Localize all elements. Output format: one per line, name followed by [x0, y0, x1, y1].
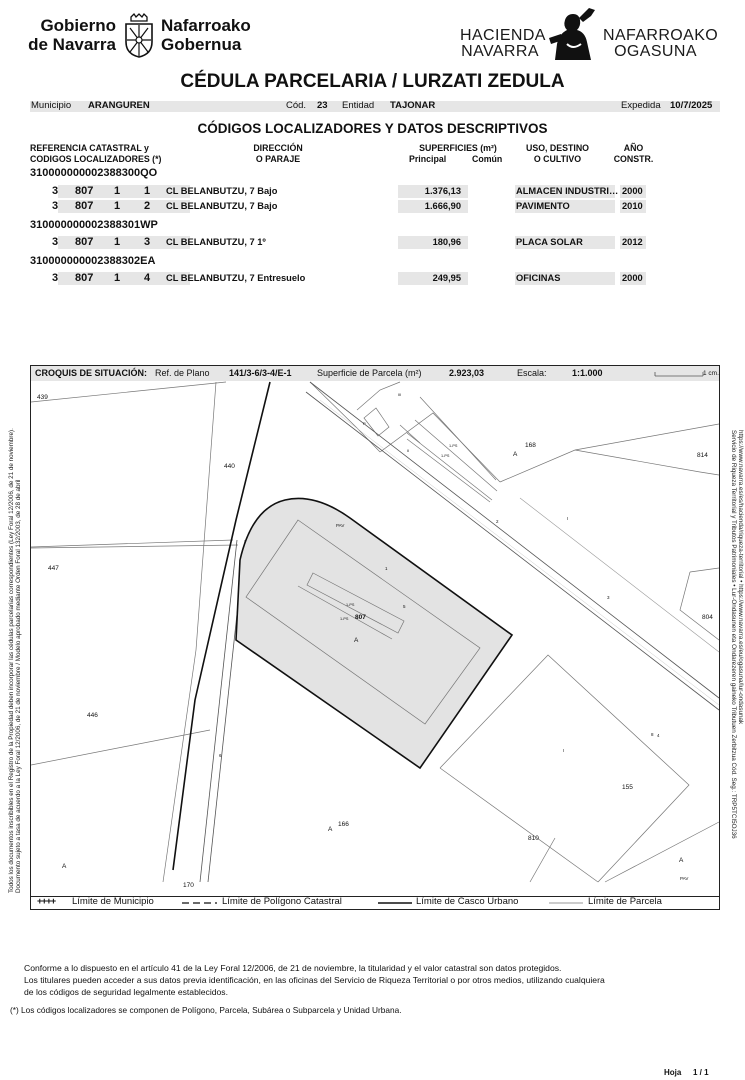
header-ano-line1: AÑO: [623, 143, 644, 153]
cell-subarea: 1: [114, 185, 121, 197]
ref-plano-label: Ref. de Plano: [155, 368, 210, 378]
table-row: [30, 200, 646, 214]
header-uso-line1: USO, DESTINO: [525, 143, 590, 153]
cell-parcela: 807: [75, 236, 94, 248]
navarra-coat-of-arms-icon: [122, 14, 156, 58]
map-label-a-1: A: [62, 863, 67, 870]
map-label-n1: 1: [385, 566, 388, 571]
map-label-a-3: A: [354, 637, 359, 644]
logo-ogasuna-line1: NAFARROAKO: [603, 27, 719, 44]
map-label-166: 166: [338, 821, 349, 828]
section-title: CÓDIGOS LOCALIZADORES Y DATOS DESCRIPTIVOS: [197, 121, 548, 136]
legend-municipio: Límite de Municipio: [72, 896, 154, 907]
map-label-n4: 4: [657, 733, 660, 738]
table-row: [30, 236, 646, 250]
header-uso: [515, 143, 600, 165]
ref-catastral-1: 310000000002388300QO: [30, 167, 158, 179]
map-label-n2: 2: [496, 519, 499, 524]
cell-superficie: 1.376,13: [424, 186, 461, 196]
header-ref-line1: REFERENCIA CATASTRAL y: [30, 143, 149, 153]
map-label-iii: III: [398, 392, 402, 397]
map-label-ps-3: 1-PS: [346, 603, 355, 607]
cell-subarea: 1: [114, 200, 121, 212]
legend-municipio-icon: ++++: [37, 896, 56, 907]
ref-plano-value: 141/3-6/3-4/E-1: [229, 368, 292, 378]
escala-value: 1:1.000: [572, 368, 603, 378]
ref-catastral-3: 310000000002388302EA: [30, 255, 156, 267]
cell-unidad: 2: [144, 200, 151, 212]
superficie-parcela-label: Superficie de Parcela (m²): [317, 368, 422, 378]
cell-unidad: 4: [144, 272, 151, 284]
map-label-n5: 5: [403, 604, 406, 609]
cell-superficie: 1.666,90: [424, 201, 461, 211]
legend-poligono-icon: [182, 901, 217, 905]
cell-unidad: 1: [144, 185, 151, 197]
map-label-440: 440: [224, 463, 235, 470]
map-label-n8: 8: [651, 732, 654, 737]
side-text-right-1: Servicio de Riqueza Territorial y Tributos Patrimoniales • Lur-Ondasunen eta Ondarezeren gaineko Tributuen Zerbitzua Cód. Seg.: TRP5TCI5OJ36: [730, 430, 737, 839]
footer-legal-text: [24, 962, 714, 998]
map-label-n3: 3: [607, 595, 610, 600]
map-label-a-4: A: [513, 451, 518, 458]
footer-line-1: Conforme a lo dispuesto en el artículo 41 de la Ley Foral 12/2006, de 21 de noviembre, la titularidad y el valor catastral son datos protegidos.: [24, 963, 562, 973]
cell-direccion: CL BELANBUTZU, 7 1º: [166, 237, 266, 247]
cell-subarea: 1: [114, 236, 121, 248]
expedida-value: 10/7/2025: [670, 100, 713, 111]
map-label-a-2: A: [328, 826, 333, 833]
entidad-value: TAJONAR: [390, 100, 436, 111]
cell-parcela: 807: [75, 200, 94, 212]
scale-bar-icon: [655, 367, 695, 377]
map-label-439: 439: [37, 394, 48, 401]
map-label-i-1: I: [567, 516, 569, 521]
municipio-label: Municipio: [31, 100, 72, 111]
cell-direccion: CL BELANBUTZU, 7 Bajo: [166, 201, 278, 211]
cell-poligono: 3: [52, 272, 59, 284]
cell-direccion: CL BELANBUTZU, 7 Bajo: [166, 186, 278, 196]
logo-gobierno-line1: Gobierno: [40, 16, 116, 35]
cod-label: Cód.: [286, 100, 307, 111]
map-label-a-5: A: [679, 857, 684, 864]
map-label-807: 807: [355, 614, 366, 621]
legend-casco-icon: [378, 901, 412, 905]
map-label-ii: II: [407, 448, 410, 453]
map-label-447: 447: [48, 565, 59, 572]
map-label-ps-1: 1-PS: [449, 444, 458, 448]
map-label-446: 446: [87, 712, 98, 719]
cell-direccion: CL BELANBUTZU, 7 Entresuelo: [166, 273, 306, 283]
header-sup-comun: Común: [472, 154, 503, 164]
cell-parcela: 807: [75, 272, 94, 284]
cod-value: 23: [317, 100, 328, 111]
cell-uso: PAVIMENTO: [516, 201, 570, 211]
footer-line-3: de los códigos de seguridad legalmente establecidos.: [24, 987, 228, 997]
expedida-label: Expedida: [621, 100, 661, 111]
legend-parcela-icon: [549, 901, 583, 905]
logo-gobierno-line2: de Navarra: [28, 35, 116, 54]
cell-poligono: 3: [52, 200, 59, 212]
logo-nafarroako-line2: Gobernua: [161, 35, 242, 54]
legend-poligono: Límite de Polígono Catastral: [222, 896, 342, 907]
map-label-155: 155: [622, 784, 633, 791]
map-label-170: 170: [183, 882, 194, 889]
map-label-p: P: [363, 421, 366, 426]
logo-ogasuna-line2: OGASUNA: [614, 43, 697, 60]
side-text-left-2: Documento sujeto a tasa de acuerdo a la Ley Foral 12/2006, de 21 de noviembre / Modelo aprobado mediante Orden Foral 132/2003, de 28 de abril: [15, 479, 22, 893]
cell-ano: 2000: [622, 186, 643, 196]
cell-ano: 2010: [622, 201, 643, 211]
map-label-i-2: I: [563, 748, 565, 753]
cell-superficie: 249,95: [432, 273, 461, 283]
hoja-value: 1 / 1: [693, 1068, 709, 1077]
map-label-pav-1: PAV: [680, 876, 689, 881]
ref-catastral-2: 310000000002388301WP: [30, 219, 158, 231]
cell-poligono: 3: [52, 185, 59, 197]
logo-nafarroako-line1: Nafarroako: [161, 16, 251, 35]
header-superficies: [398, 143, 518, 154]
croquis-header: [31, 366, 719, 381]
hoja-label: Hoja: [664, 1068, 682, 1077]
map-label-810: 810: [528, 835, 539, 842]
cell-parcela: 807: [75, 185, 94, 197]
cell-ano: 2000: [622, 273, 643, 283]
cell-subarea: 1: [114, 272, 121, 284]
map-label-n6: 6: [219, 753, 222, 758]
hacienda-figure-icon: [541, 4, 601, 62]
document-title: CÉDULA PARCELARIA / LURZATI ZEDULA: [180, 71, 565, 92]
cell-ano: 2012: [622, 237, 643, 247]
header-ref-line2: CODIGOS LOCALIZADORES (*): [30, 154, 162, 164]
hacienda-navarra-logo: [455, 4, 719, 62]
header-referencia: [30, 143, 161, 165]
municipio-value: ARANGUREN: [88, 100, 150, 111]
table-row: [30, 185, 646, 199]
escala-label: Escala:: [517, 368, 547, 378]
croquis-label: CROQUIS DE SITUACIÓN:: [35, 368, 148, 378]
map-label-804: 804: [702, 614, 713, 621]
map-label-pav-2: PAV: [336, 523, 345, 528]
header-direccion: [228, 143, 328, 165]
header-ano: [606, 143, 661, 165]
gobierno-navarra-logo: [26, 14, 256, 56]
cell-uso: OFICINAS: [516, 273, 561, 283]
superficie-parcela-value: 2.923,03: [449, 368, 485, 378]
scale-unit: 1 cm.: [703, 370, 719, 377]
table-row: [30, 272, 646, 286]
footer-line-2: Los titulares pueden acceder a sus datos previa identificación, en las oficinas del Servicio de Riqueza Territorial o por otros medios, utilizando cualquiera: [24, 975, 605, 985]
header-dir-line2: O PARAJE: [255, 154, 301, 164]
logo-hacienda-line2: NAVARRA: [461, 43, 539, 60]
header-ano-line2: CONSTR.: [613, 154, 654, 164]
cadastral-map: [31, 382, 719, 889]
cell-uso: ALMACEN INDUSTRI…: [516, 186, 619, 196]
map-label-168: 168: [525, 442, 536, 449]
cell-unidad: 3: [144, 236, 151, 248]
map-label-814: 814: [697, 452, 708, 459]
logo-hacienda-line1: HACIENDA: [460, 27, 546, 44]
cell-superficie: 180,96: [432, 237, 461, 247]
footer-note: (*) Los códigos localizadores se componen de Polígono, Parcela, Subárea o Subparcela y Unidad Urbana.: [10, 1005, 402, 1015]
header-sup-principal: Principal: [409, 154, 447, 164]
map-label-ps-4: 1-PS: [340, 617, 349, 621]
side-text-right-2: https://www.navarra.es/es/hacienda/riqueza-territorial • https://www.navarra.es/eu/ogasuna/lur-ondasunak: [737, 430, 744, 725]
legend-casco: Límite de Casco Urbano: [416, 896, 519, 907]
header-uso-line2: O CULTIVO: [533, 154, 582, 164]
header-dir-line1: DIRECCIÓN: [253, 143, 303, 153]
cell-poligono: 3: [52, 236, 59, 248]
header-sup-line1: SUPERFICIES (m²): [419, 143, 497, 153]
cell-uso: PLACA SOLAR: [516, 237, 583, 247]
legend-parcela: Límite de Parcela: [588, 896, 662, 907]
side-text-left-1: Todos los documentos inscribibles en el Registro de la Propiedad deben incorporar las cédulas parcelarias correspondientes (Ley Foral 12/2006, de 21 de noviembre).: [8, 428, 15, 893]
map-label-ps-2: 1-PS: [441, 454, 450, 458]
entidad-label: Entidad: [342, 100, 375, 111]
